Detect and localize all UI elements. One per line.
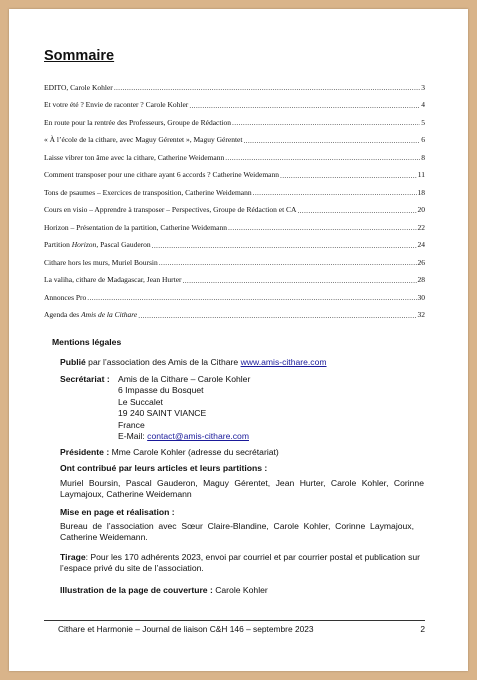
toc-entry (44, 144, 425, 162)
toc-leader (280, 172, 417, 180)
toc-entry-title: Partition Horizon, Pascal Gauderon (44, 240, 151, 249)
publie-line (60, 357, 327, 367)
footer-divider (44, 620, 425, 621)
illustration-text: Carole Kohler (212, 585, 268, 595)
secretariat-label: Secrétariat : (60, 374, 110, 384)
email-link[interactable]: contact@amis-cithare.com (147, 431, 249, 442)
toc-entry-title-italic: Horizon (71, 240, 97, 249)
toc-entry (44, 197, 425, 215)
address-line: Amis de la Cithare – Carole Kohler (118, 374, 251, 384)
page-number: 2 (420, 624, 425, 634)
toc-entry-page: 20 (417, 205, 425, 214)
toc-leader (189, 102, 420, 110)
toc-entry-page: 30 (417, 292, 425, 302)
tirage-line (60, 552, 424, 575)
toc-entry (44, 284, 425, 302)
mise-text: Bureau de l’association avec Sœur Claire-Blandine, Carole Kohler, Corinne Laymajoux, Catherine Weidemann. (60, 521, 414, 543)
toc-leader (225, 154, 420, 162)
address-line: Le Succalet (118, 396, 163, 407)
toc-leader (114, 84, 420, 92)
toc-entry-page: 28 (417, 275, 425, 284)
presidente-line (60, 447, 279, 457)
toc-entry-title: Horizon – Présentation de la partition, Catherine Weidemann (44, 222, 227, 232)
toc-leader (228, 224, 417, 232)
toc-entry-title: Cours en visio – Apprendre à transposer – Perspectives, Groupe de Rédaction et CA (44, 205, 297, 214)
toc-entry-title: Agenda des Amis de la Cithare (44, 310, 138, 319)
toc-entry-page: 22 (417, 222, 425, 232)
secretariat-address (118, 374, 250, 442)
illustration-line (60, 585, 268, 595)
toc-entry-title: Comment transposer pour une cithare ayant 6 accords ? Catherine Weidemann (44, 170, 280, 179)
secretariat-block (60, 374, 110, 384)
page-footer (44, 624, 425, 634)
toc-entry-page: 5 (421, 117, 425, 127)
table-of-contents (44, 74, 425, 319)
address-line: 19 240 SAINT VIANCE (118, 408, 207, 419)
mise-label: Mise en page et réalisation : (60, 507, 175, 517)
mentions-title: Mentions légales (52, 337, 122, 347)
email-line (118, 431, 250, 442)
toc-entry-page: 32 (417, 310, 425, 319)
footer-text: Cithare et Harmonie – Journal de liaison C&H 146 – septembre 2023 (58, 624, 314, 634)
toc-leader (297, 207, 416, 215)
toc-entry-page: 8 (421, 152, 425, 162)
toc-entry-page: 3 (421, 82, 425, 92)
contrib-text: Muriel Boursin, Pascal Gauderon, Maguy Gérentet, Jean Hurter, Carole Kohler, Corinne Laymajoux, Catherine Weidemann (60, 478, 424, 500)
toc-entry (44, 127, 425, 145)
toc-entry (44, 179, 425, 197)
toc-leader (243, 137, 420, 145)
toc-entry (44, 109, 425, 127)
toc-entry-title: En route pour la rentrée des Professeurs, Groupe de Rédaction (44, 117, 232, 127)
publie-label: Publié (60, 357, 86, 367)
toc-leader (152, 242, 417, 250)
toc-entry-title: Annonces Pro (44, 292, 87, 302)
toc-entry (44, 214, 425, 232)
tirage-text: : Pour les 170 adhérents 2023, envoi par courriel et par courrier postal et publication sur l’espace privé du site de l’association. (60, 552, 421, 574)
toc-entry-page: 4 (421, 100, 425, 109)
publie-text: par l’association des Amis de la Cithare (85, 357, 241, 367)
illustration-label: Illustration de la page de couverture : (60, 585, 213, 595)
toc-entry-title: « À l’école de la cithare, avec Maguy Gérentet », Maguy Gérentet (44, 135, 243, 144)
toc-leader (253, 189, 417, 197)
toc-entry (44, 302, 425, 320)
toc-leader (183, 277, 417, 285)
presidente-text: Mme Carole Kohler (adresse du secrétariat) (109, 447, 279, 457)
toc-entry-page: 11 (417, 170, 425, 179)
toc-entry-title: Tons de psaumes – Exercices de transposition, Catherine Weidemann (44, 187, 252, 197)
toc-entry (44, 162, 425, 180)
toc-entry (44, 92, 425, 110)
toc-entry (44, 267, 425, 285)
toc-entry (44, 249, 425, 267)
toc-entry-page: 18 (417, 187, 425, 197)
website-link[interactable]: www.amis-cithare.com (240, 357, 327, 367)
toc-entry-title: EDITO, Carole Kohler (44, 82, 113, 92)
toc-leader (138, 312, 416, 320)
toc-entry (44, 74, 425, 92)
address-line: 6 Impasse du Bosquet (118, 385, 204, 396)
toc-entry-page: 26 (417, 257, 425, 267)
presidente-label: Présidente : (60, 447, 110, 457)
toc-entry-page: 6 (421, 135, 425, 144)
toc-leader (87, 294, 416, 302)
toc-leader (159, 259, 417, 267)
page-title: Sommaire (44, 48, 115, 64)
toc-entry-title-italic: Amis de la Cithare (81, 310, 138, 319)
address-line: France (118, 419, 145, 430)
toc-entry (44, 232, 425, 250)
toc-leader (232, 119, 420, 127)
toc-entry-title: Laisse vibrer ton âme avec la cithare, Catherine Weidemann (44, 152, 225, 162)
email-label: E-Mail: (118, 431, 148, 442)
toc-entry-title: La valiha, cithare de Madagascar, Jean Hurter (44, 275, 182, 284)
toc-entry-page: 24 (417, 240, 425, 249)
toc-entry-title: Et votre été ? Envie de raconter ? Carole Kohler (44, 100, 189, 109)
contrib-label: Ont contribué par leurs articles et leurs partitions : (60, 463, 268, 473)
toc-entry-title: Cithare hors les murs, Muriel Boursin (44, 257, 158, 267)
tirage-label: Tirage (60, 552, 86, 562)
